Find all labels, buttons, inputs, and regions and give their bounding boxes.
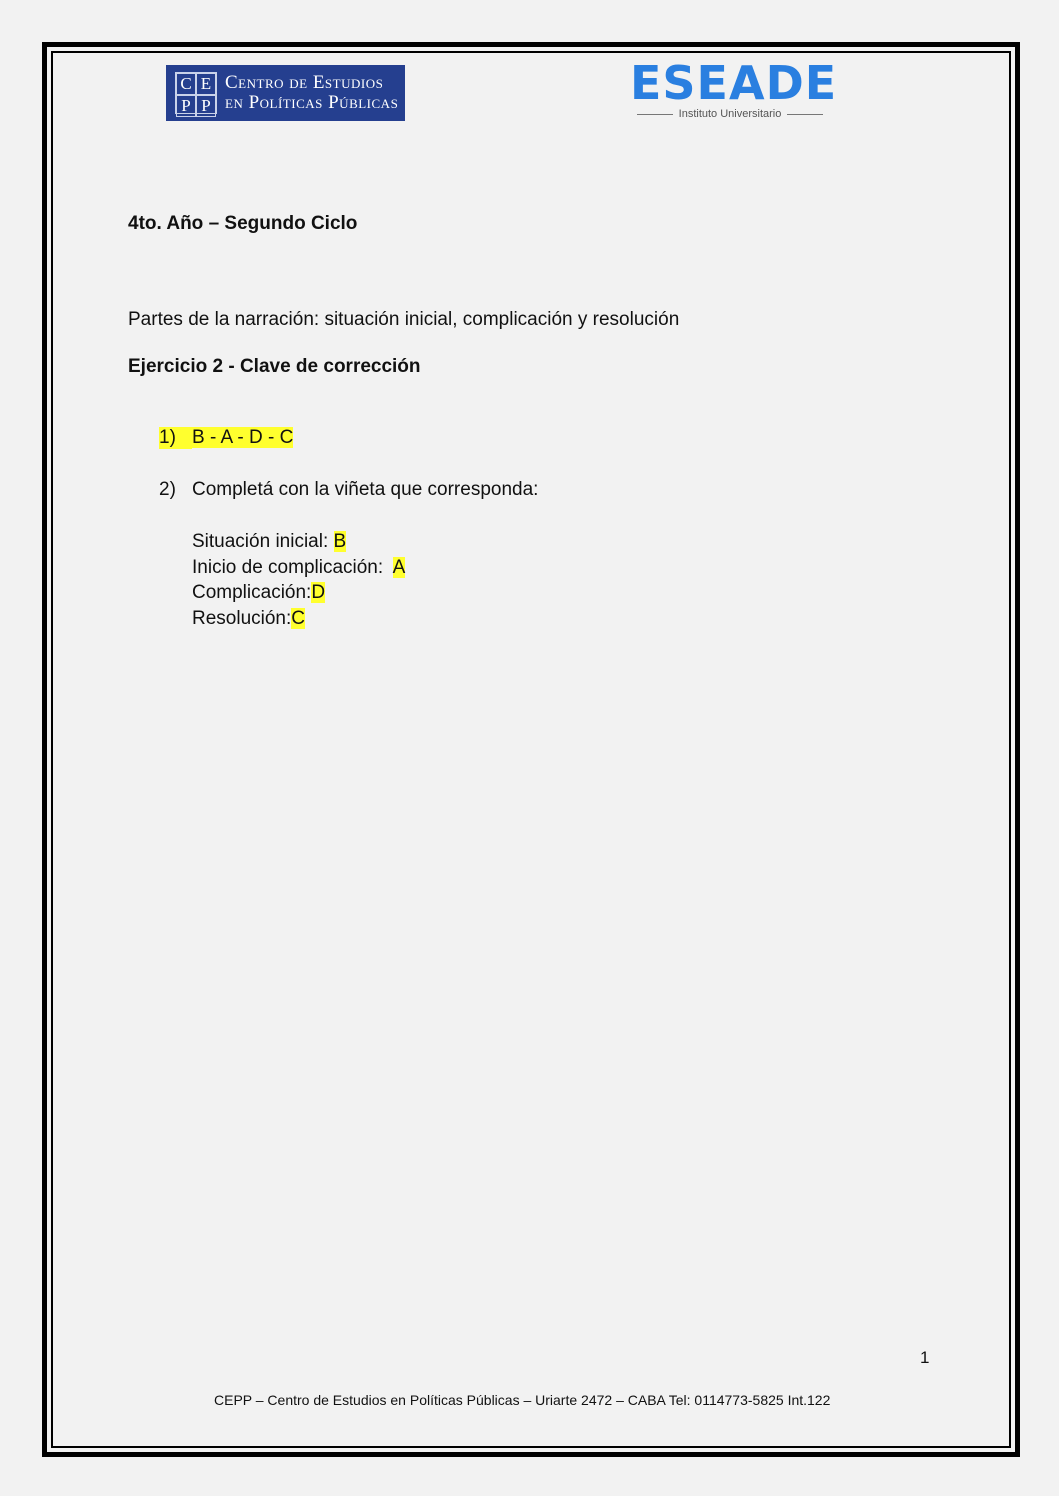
level-heading: 4to. Año – Segundo Ciclo — [128, 213, 358, 234]
eseade-logo-subtitle: Instituto Universitario — [678, 108, 782, 120]
answer-value: D — [311, 582, 326, 603]
answer-inicio-complicacion — [192, 557, 405, 579]
cepp-logo — [166, 65, 405, 121]
exercise-title: Ejercicio 2 - Clave de corrección — [128, 356, 421, 377]
divider-line — [787, 114, 823, 115]
cepp-logo-line2: en Políticas Públicas — [225, 92, 399, 113]
eseade-logo-name: ESEADE — [630, 56, 838, 110]
answer-label: Complicación: — [192, 582, 312, 603]
answer-label: Situación inicial: — [192, 531, 334, 552]
answer-situacion-inicial — [192, 531, 346, 553]
footer-address: CEPP – Centro de Estudios en Políticas Públicas – Uriarte 2472 – CABA Tel: 0114773-5825 Int.122 — [214, 1392, 831, 1408]
answer-label: Inicio de complicación: — [192, 557, 393, 578]
cepp-logo-line1: Centro de Estudios — [225, 72, 384, 93]
answer-value: B — [333, 531, 347, 552]
answer-resolucion — [192, 608, 305, 630]
cepp-logo-mark: C E P P — [175, 72, 217, 114]
answer-label: Resolución: — [192, 608, 292, 629]
answer-item-2-number: 2) — [159, 479, 176, 500]
eseade-logo — [630, 56, 838, 124]
answer-item-1 — [159, 427, 293, 449]
answer-complicacion — [192, 582, 325, 604]
answer-item-2 — [159, 479, 538, 501]
answer-item-2-prompt: Completá con la viñeta que corresponda: — [192, 479, 539, 500]
page-number: 1 — [920, 1348, 930, 1367]
page-border-inner — [51, 51, 1011, 1448]
answer-item-1-text: B - A - D - C — [192, 427, 294, 448]
cepp-logo-text — [225, 73, 398, 113]
topic-line: Partes de la narración: situación inicial, complicación y resolución — [128, 309, 680, 330]
answer-item-1-number: 1) — [159, 427, 192, 449]
answer-value: A — [392, 557, 406, 578]
answer-value: C — [291, 608, 306, 629]
divider-line — [637, 114, 673, 115]
